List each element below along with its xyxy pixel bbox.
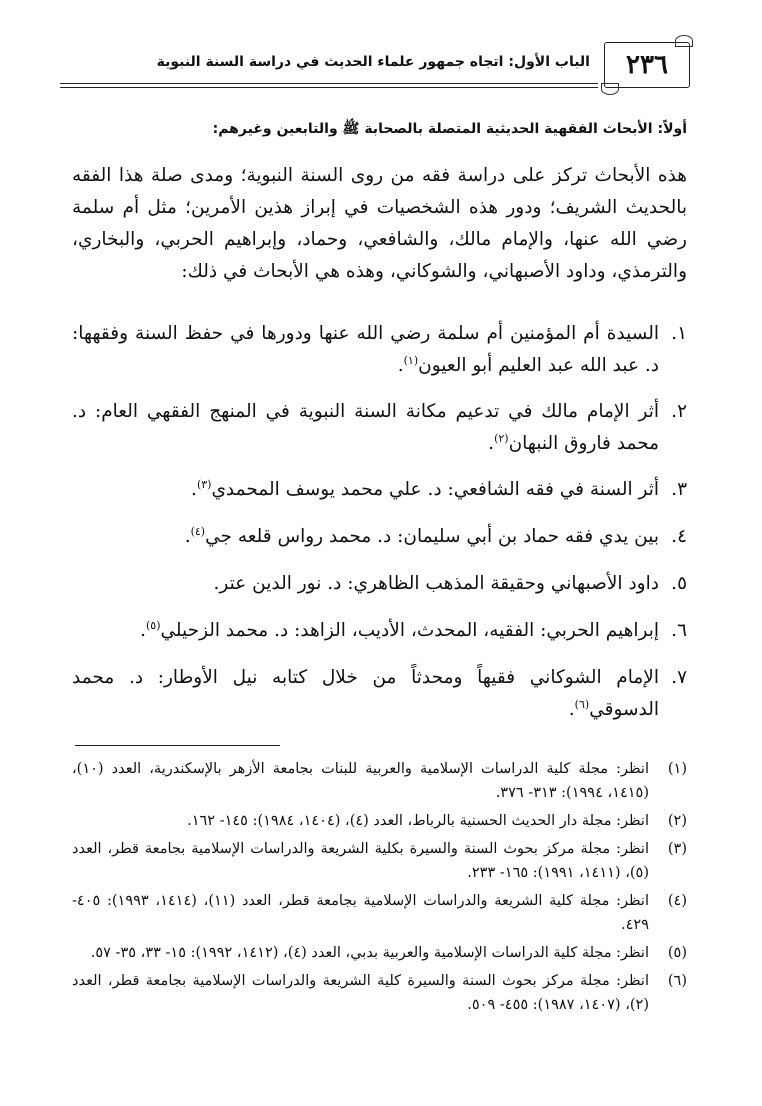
footnote-number: (٣)	[667, 841, 687, 857]
footnote-ref[interactable]: (٥)	[145, 618, 161, 632]
item-text: أثر السنة في فقه الشافعي: د. علي محمد يوسف المحمدي	[211, 479, 659, 500]
list-item: ٧. الإمام الشوكاني فقيهاً ومحدثاً من خلال كتابه نيل الأوطار: د. محمد الدسوقي$^{(٦)}$.	[72, 662, 687, 726]
footnote-text: انظر: مجلة كلية الدراسات الإسلامية والعربية للبنات بجامعة الأزهر بالإسكندرية، العدد (١٠)، (١٤١٥، ١٩٩٤): ٣١٣- ٣٧٦.	[72, 761, 649, 801]
footnotes	[72, 757, 687, 1021]
item-text: بين يدي فقه حماد بن أبي سليمان: د. محمد رواس قلعه جي	[205, 526, 659, 547]
footnote-ref[interactable]: (٦)	[574, 697, 590, 711]
item-text: أثر الإمام مالك في تدعيم مكانة السنة النبوية في المنهج الفقهي العام: د. محمد فاروق النبهان	[72, 401, 659, 454]
header-rule	[60, 83, 598, 84]
item-number: ٣.	[671, 479, 687, 500]
footnote	[72, 941, 687, 965]
list-item: ٤. بين يدي فقه حماد بن أبي سليمان: د. محمد رواس قلعه جي$^{(٤)}$.	[72, 521, 687, 553]
item-number: ٢.	[671, 401, 687, 422]
footnote-number: (٥)	[667, 945, 687, 961]
footnote-text: انظر: مجلة دار الحديث الحسنية بالرباط، العدد (٤)، (١٤٠٤، ١٩٨٤): ١٤٥- ١٦٢.	[187, 813, 649, 829]
footnote-number: (٢)	[667, 813, 687, 829]
page-number: ٢٣٦	[604, 42, 690, 88]
footnote-ref[interactable]: (٣)	[196, 477, 212, 491]
section-heading: أولاً: الأبحاث الفقهية الحديثية المتصلة بالصحابة ﷺ والتابعين وغيرهم:	[212, 121, 687, 137]
list-item: ٣. أثر السنة في فقه الشافعي: د. علي محمد يوسف المحمدي$^{(٣)}$.	[72, 474, 687, 506]
list-item: ٥. داود الأصبهاني وحقيقة المذهب الظاهري: د. نور الدين عتر.	[72, 568, 687, 600]
footnote-number: (١)	[667, 761, 687, 777]
footnote-ref[interactable]: (٤)	[190, 524, 206, 538]
research-list	[72, 318, 687, 726]
item-text: السيدة أم المؤمنين أم سلمة رضي الله عنها ودورها في حفظ السنة وفقهها: د. عبد الله عبد العليم أبو العيون	[72, 323, 659, 376]
item-text: الإمام الشوكاني فقيهاً ومحدثاً من خلال كتابه نيل الأوطار: د. محمد الدسوقي	[72, 667, 659, 720]
item-number: ٤.	[671, 526, 687, 547]
list-item: ١. السيدة أم المؤمنين أم سلمة رضي الله عنها ودورها في حفظ السنة وفقهها: د. عبد الله عبد العليم أبو العيون$^{(١)}$.	[72, 318, 687, 382]
item-text: داود الأصبهاني وحقيقة المذهب الظاهري: د. نور الدين عتر	[219, 573, 659, 594]
footnote-text: انظر: مجلة كلية الشريعة والدراسات الإسلامية بجامعة قطر، العدد (١١)، (١٤١٤، ١٩٩٣): ٤٠٥- ٤٢٩.	[72, 893, 649, 933]
footnote-ref[interactable]: (٢)	[494, 431, 509, 445]
footnote	[72, 757, 687, 805]
item-text: إبراهيم الحربي: الفقيه، المحدث، الأديب، الزاهد: د. محمد الزحيلي	[160, 620, 659, 641]
page-header	[60, 40, 690, 96]
footnote-ref[interactable]: (١)	[403, 353, 419, 367]
list-item: ٢. أثر الإمام مالك في تدعيم مكانة السنة النبوية في المنهج الفقهي العام: د. محمد فاروق النبهان$^{(٢)}$.	[72, 396, 687, 460]
item-number: ٦.	[671, 620, 687, 641]
item-number: ١.	[671, 323, 687, 344]
footnote-text: انظر: مجلة كلية الدراسات الإسلامية والعربية بدبي، العدد (٤)، (١٤١٢، ١٩٩٢): ١٥- ٣٣، ٣٥- ٥٧.	[90, 945, 649, 961]
intro-paragraph: هذه الأبحاث تركز على دراسة فقه من روى السنة النبوية؛ ومدى صلة هذا الفقه بالحديث الشريف؛ ودور هذه الشخصيات في إبراز هذين الأمرين؛ مثل أم سلمة رضي الله عنها، والإمام مالك، والشافعي، وحماد، وإبراهيم الحربي، والبخاري، والترمذي، وداود الأصبهاني، والشوكاني، وهذه هي الأبحاث في ذلك:	[72, 165, 687, 282]
item-number: ٧.	[671, 667, 687, 688]
header-rule-secondary	[60, 87, 598, 88]
footnote-number: (٤)	[667, 893, 687, 909]
footnote-text: انظر: مجلة مركز بحوث السنة والسيرة بكلية الشريعة والدراسات الإسلامية بجامعة قطر، العدد (٥)، (١٤١١، ١٩٩١): ١٦٥- ٢٣٣.	[72, 841, 649, 881]
footnote	[72, 889, 687, 937]
footnote-number: (٦)	[667, 973, 687, 989]
footnote	[72, 969, 687, 1017]
footnote-text: انظر: مجلة مركز بحوث السنة والسيرة كلية الشريعة والدراسات الإسلامية بجامعة قطر، العدد (٢)، (١٤٠٧، ١٩٨٧): ٤٥٥- ٥٠٩.	[72, 973, 649, 1013]
footnote	[72, 837, 687, 885]
running-title: الباب الأول: اتجاه جمهور علماء الحديث في دراسة السنة النبوية	[156, 54, 590, 70]
footnote-separator	[75, 745, 280, 746]
item-number: ٥.	[671, 573, 687, 594]
footnote	[72, 809, 687, 833]
list-item: ٦. إبراهيم الحربي: الفقيه، المحدث، الأديب، الزاهد: د. محمد الزحيلي$^{(٥)}$.	[72, 615, 687, 647]
